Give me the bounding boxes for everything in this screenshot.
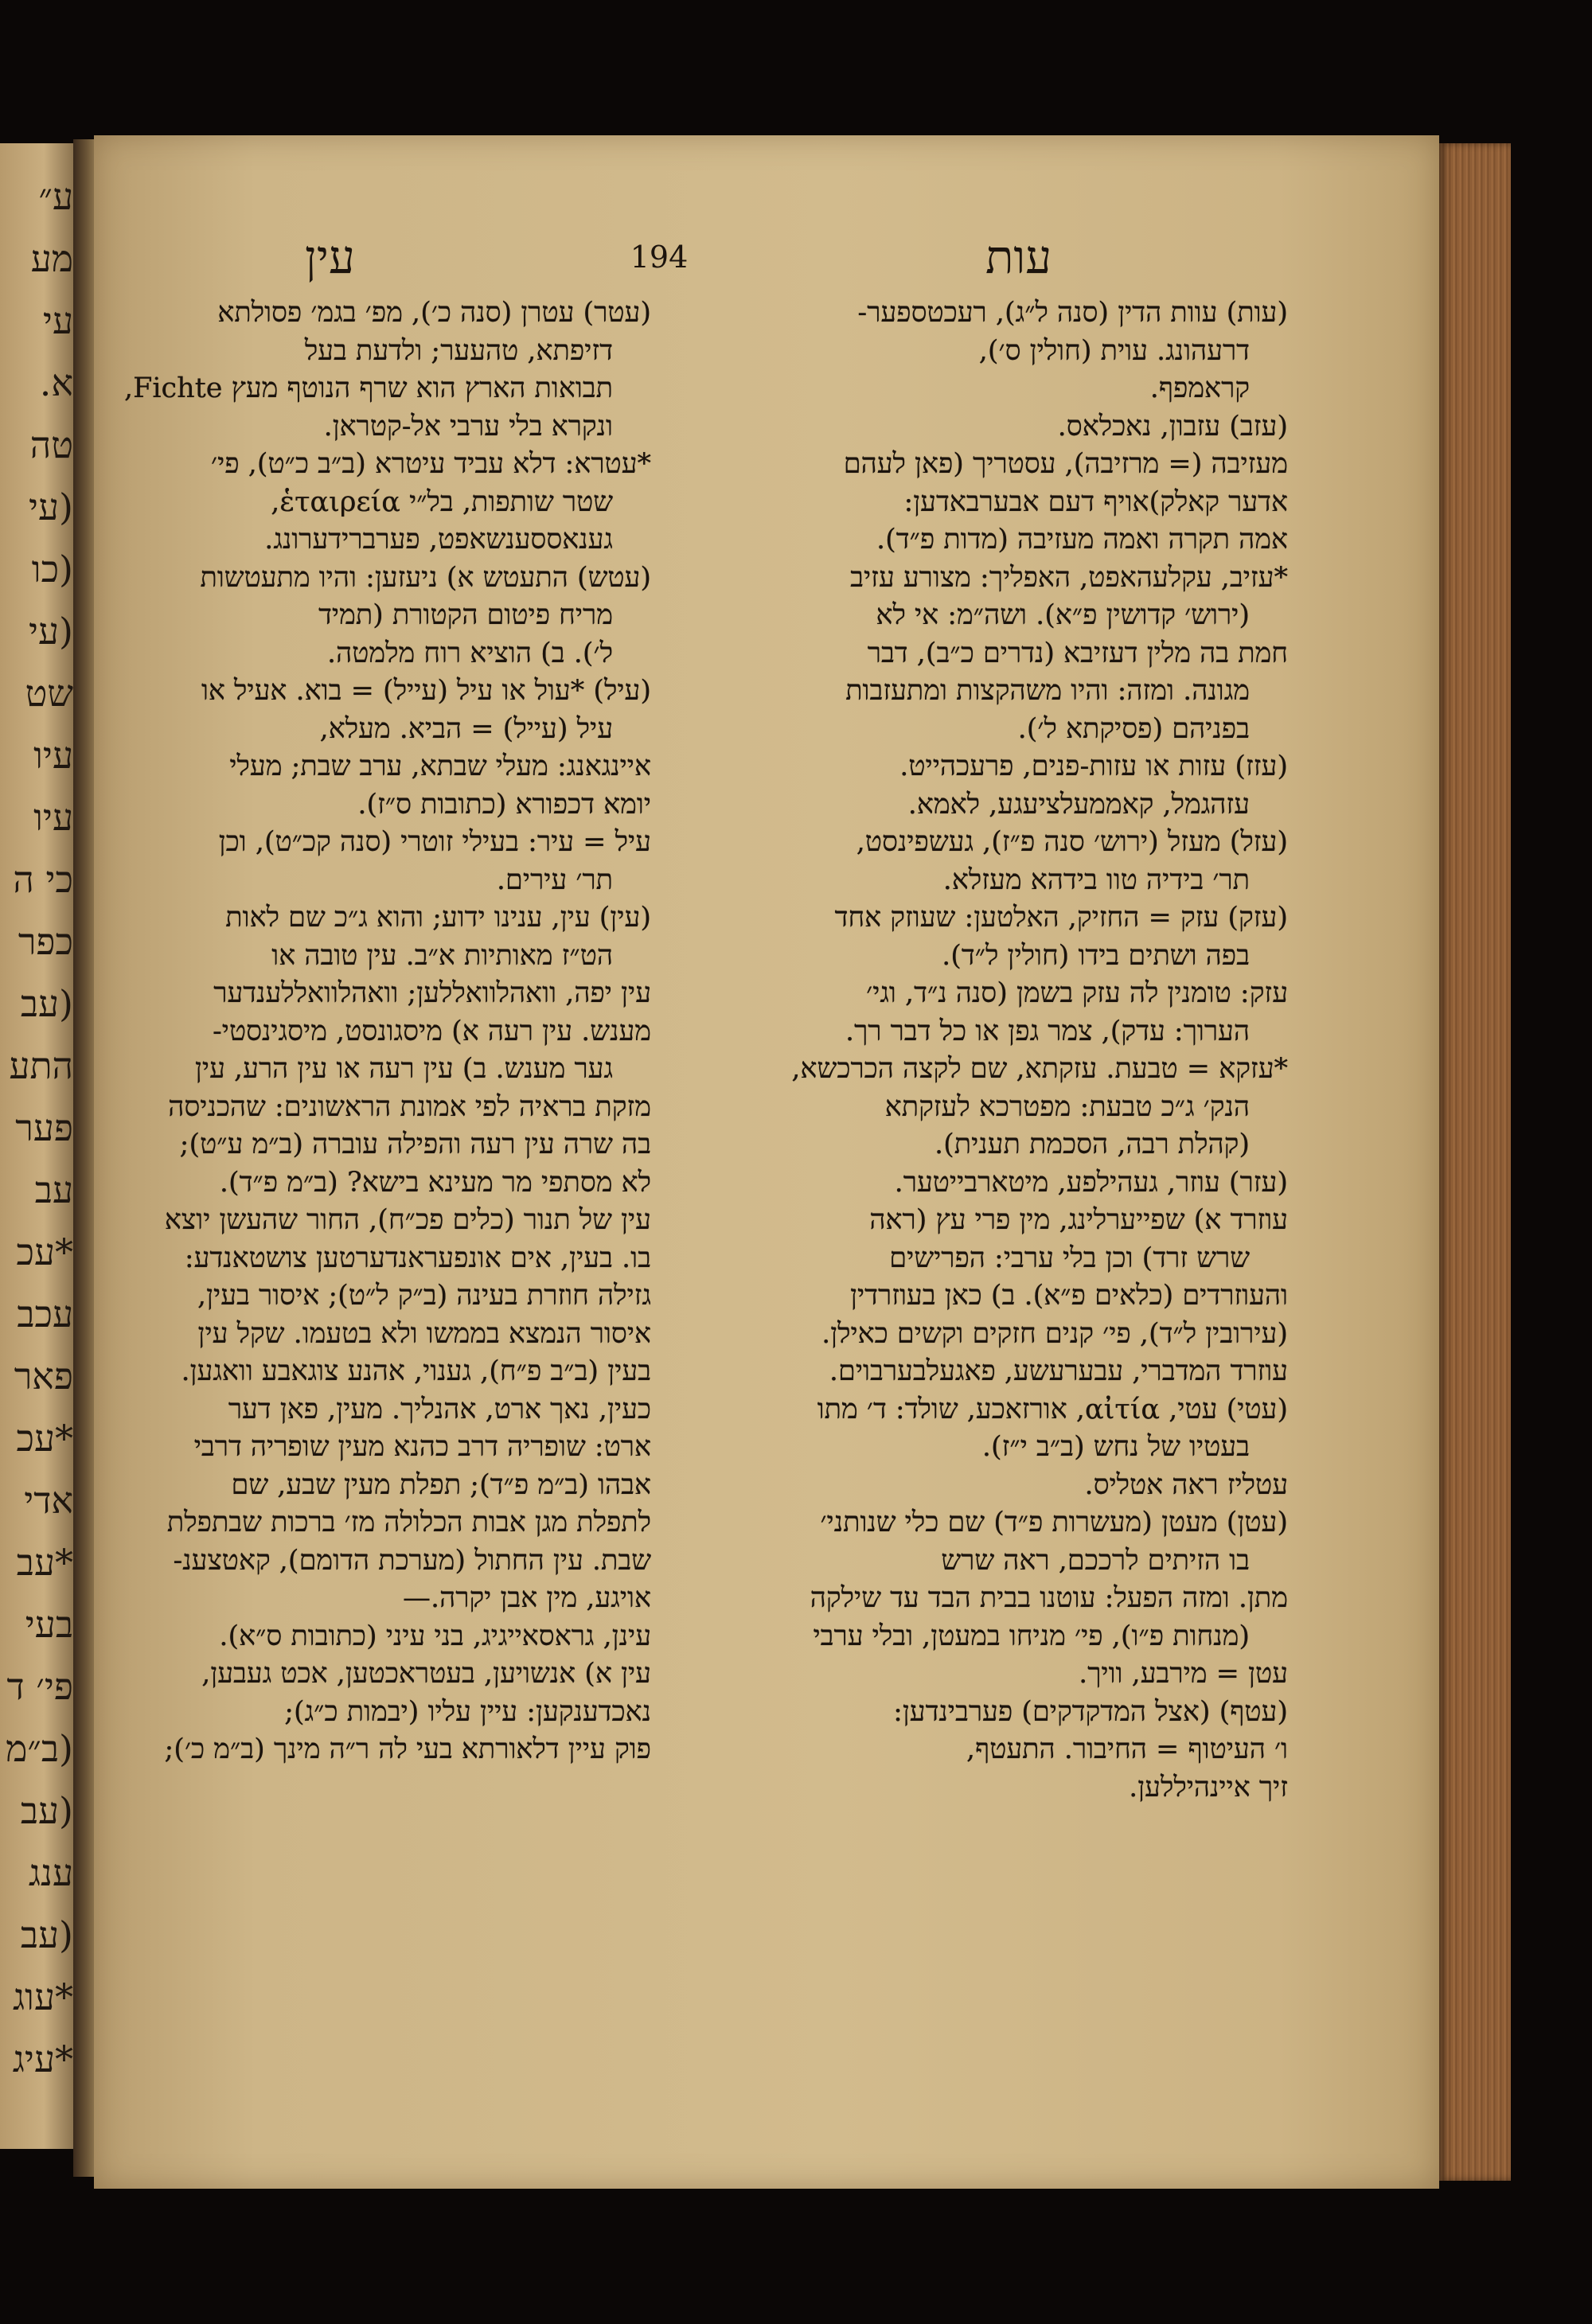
text-line: מריח פיטום הקטורת (תמיד [318, 599, 613, 631]
text-line: בה שרה עין רעה והפילה עוברה (ב״מ ע״ט); [179, 1129, 651, 1160]
text-line: תבואות הארץ הוא שרף הנוטף מעץ Fichte, [123, 372, 613, 404]
previous-page-fragment: (עב [20, 1913, 73, 1956]
text-line: מגונה. ומזה: והיו משהקצות ומתעזבות [845, 675, 1250, 707]
text-line: אויגע, מין אבן יקרה.— [403, 1582, 651, 1614]
text-line: פוק עיין דלאורתא בעי לה ר״ה מינך (ב״מ כ׳); [164, 1733, 651, 1765]
text-line: (עות) עוות הדין (סנה ל״ג), רעכטספער- [857, 297, 1288, 329]
text-line: איסור הנמצא בממשו ולא בטעמו. שקל עין [197, 1317, 651, 1350]
previous-page-fragment: עי [42, 299, 73, 342]
previous-page-fragment: שט [25, 672, 73, 715]
text-line: תר׳ עירים. [496, 864, 613, 896]
text-line: (מנחות פ״ו), פי׳ מניחו במעטן, ובלי ערבי [813, 1620, 1250, 1652]
text-line: עוזרד המדברי, עבערעשע, פאגעלבערבוים. [829, 1355, 1288, 1387]
text-line: גענאססענשאפט, פערברידערונג. [264, 524, 613, 556]
previous-page-fragment: (עב [20, 1789, 73, 1832]
text-line: עוזרד א) שפייערלינג, מין פרי עץ (ראה [869, 1204, 1288, 1236]
text-line: זיך איינהיללען. [1129, 1771, 1288, 1803]
text-line: *עזקא = טבעת. עזקתא, שם לקצה הכרכשא, [791, 1053, 1288, 1085]
previous-page-fragment: *עב [16, 1541, 73, 1584]
text-line: גער מענש. ב) עין רעה או עין הרע, עין [195, 1053, 613, 1085]
text-line: איינגאנג: מעלי שבתא, ערב שבת; מעלי [229, 751, 651, 782]
previous-page-fragment: (ב״מ [6, 1727, 73, 1770]
text-line: (ירוש׳ קדושין פ״א). ושה״מ: אי לא [876, 599, 1250, 631]
text-column-left [118, 294, 651, 1769]
previous-page-fragment: בעי [25, 1603, 73, 1646]
previous-page-fragment: פער [15, 1106, 73, 1149]
previous-page-fragment: (עי [28, 485, 73, 528]
previous-page-fragment: עיו [33, 796, 73, 839]
text-line: לתפלת מגן אבות הכלולה מז׳ ברכות שבתפלת [166, 1507, 651, 1538]
previous-page-fragment: ע״ [38, 175, 73, 218]
text-line: (עטר) עטרן (סנה כ׳), מפ׳ בגמ׳ פסולתא [217, 297, 651, 329]
book-gutter [73, 139, 96, 2177]
previous-page-fragment: (עי [28, 610, 73, 653]
text-line: שרש זרד) וכן בלי ערבי: הפרישים [889, 1242, 1250, 1274]
text-line: *עזיב, עקלעהאפט, האפליך: מצורע עזיב [850, 561, 1288, 594]
text-line: (עזז) עזות או עזות-פנים, פרעכהייט. [899, 751, 1288, 782]
text-line: עזק: טומנין לה עזק בשמן (סנה נ״ד, וגי׳ [866, 977, 1288, 1009]
text-line: עיל (עייל) = הביא. מעלא, [319, 712, 613, 745]
text-line: והעוזרדים (כלאים פ״א). ב) כאן בעוזרדין [850, 1280, 1288, 1312]
running-head-right: עות [985, 230, 1052, 284]
text-line: מזקת בראיה לפי אמונת הראשונים: שהכניסה [168, 1090, 651, 1123]
previous-page-fragment: התע [9, 1044, 73, 1087]
text-line: הערוך: עדק), צמר גפן או כל דבר רך. [845, 1015, 1250, 1047]
text-line: מעזיבה (= מרזיבה), עסטריך (פאן לעהם [843, 448, 1288, 480]
text-line: עין של תנור (כלים פכ״ח), החור שהעשן יוצא [164, 1204, 651, 1236]
text-line: (עירובין ל״ד), פי׳ קנים חזקים וקשים כאילן. [821, 1317, 1288, 1350]
running-head-left: עין [305, 230, 355, 284]
text-line: (עזב) עזבון, נאכלאס. [1057, 410, 1288, 443]
text-line: בו. בעין, אים אונפעראנדערטען צושטאנדע: [184, 1242, 651, 1274]
text-line: עזהגמל, קאממעלציעגע, לאמא. [907, 788, 1250, 821]
text-line: עיל = עיר: בעילי זוטרי (סנה קכ״ט), וכן [218, 826, 651, 858]
text-line: בפה ושתים בידו (חולין ל״ד). [942, 939, 1250, 972]
text-line: חמת בה מלין דעזיבא (נדרים כ״ב), דבר [867, 637, 1288, 669]
previous-page-fragment: *עיג [12, 2037, 73, 2080]
text-line: (עטש) התעטש א) ניעזען: והיו מתעטשות [200, 561, 651, 594]
text-line: עין א) אנשויען, בעטראכטען, אכט געבען, [201, 1658, 651, 1690]
text-line: בו הזיתים לרככם, ראה שרש [941, 1544, 1250, 1577]
previous-page-fragment: מע [30, 237, 73, 280]
text-line: (עין) עין, ענינו ידוע; והוא ג״כ שם לאות [225, 902, 651, 934]
text-line: דזיפתא, טהעער; ולדעת בעל [304, 334, 613, 367]
previous-page-fragment: פאר [14, 1355, 73, 1398]
previous-page-fragment: *עכ [16, 1230, 73, 1273]
previous-page-fragment: עיו [33, 734, 73, 777]
text-line: שבת. עין החתול (מערכת הדומם), קאטצענ- [173, 1544, 651, 1577]
text-line: (עטן) מעטן (מעשרות פ״ד) שם כלי שנותני׳ [820, 1507, 1288, 1538]
previous-page-fragment: *עוג [13, 1975, 73, 2018]
previous-page-fragment: א. [39, 361, 73, 404]
previous-page-fragment: (כו [31, 548, 73, 591]
text-column-right [755, 294, 1288, 1807]
text-line: (עיל) *עול או עיל (עייל) = בוא. אעיל או [201, 675, 651, 707]
previous-page-fragment: כפר [18, 920, 73, 963]
page-number: 194 [630, 240, 689, 275]
previous-page-fragment: עכב [17, 1293, 73, 1336]
text-line: ארט: שופריה דרב כהנא מעין שופריה דרבי [193, 1431, 651, 1463]
text-line: אבהו (ב״מ פ״ד); תפלת מעין שבע, שם [231, 1468, 651, 1501]
text-line: ו׳ העיטוף = החיבור. התעטף, [966, 1733, 1288, 1765]
previous-page-fragment: (עב [20, 982, 73, 1025]
text-line: יומא דכפורא (כתובות ס״ז). [357, 788, 651, 821]
text-line: כעין, נאך ארט, אהנליך. מעין, פאן דער [228, 1393, 651, 1425]
text-line: בעטיו של נחש (ב״ב י״ז). [981, 1431, 1250, 1463]
text-line: גזילה חוזרת בעינה (ב״ק ל״ט); איסור בעין, [197, 1280, 651, 1312]
previous-page-fragment: כי ה [13, 858, 73, 901]
text-line: (עזק) עזק = החזיק, האלטען: שעוזק אחד [834, 902, 1288, 934]
text-line: ל׳). ב) הוציא רוח מלמטה. [327, 637, 613, 669]
text-line: לא מסתפי מר מעינא בישא? (ב״מ פ״ד). [219, 1166, 651, 1199]
text-line: שטר שותפות, בל״י ἑταιρεία, [271, 485, 613, 518]
text-line: דרעהונג. עוית (חולין ס׳), [978, 334, 1250, 367]
text-line: אמה תקרה ואמה מעזיבה (מדות פ״ד). [876, 524, 1288, 556]
text-line: הנק׳ ג״כ טבעת: מפטרכא לעזקתא [884, 1090, 1250, 1123]
page-stack-edge [1439, 143, 1511, 2181]
text-line: מענש. עין רעה א) מיסגונסט, מיסגינסטי- [212, 1015, 651, 1047]
text-line: קראמפף. [1149, 372, 1250, 404]
text-line: (עזל) מעזל (ירוש׳ סנה פ״ז), געשפינסט, [856, 826, 1288, 858]
previous-page-fragment: *עכ [16, 1417, 73, 1460]
text-line: נאכדענקען: עיין עליו (יבמות כ״ג); [284, 1695, 651, 1728]
text-line: ונקרא בלי ערבי אל-קטראן. [323, 410, 613, 443]
previous-page-fragment: טה [29, 423, 73, 466]
text-line: בפניהם (פסיקתא ל׳). [1017, 712, 1250, 745]
text-line: אדער קאלק)אויף דעם אבערבאדען: [903, 485, 1288, 518]
text-line: (עזר) עוזר, געהילפע, מיטארבייטער. [894, 1166, 1288, 1199]
text-line: תר׳ בידיה טוו בידהא מעזלא. [942, 864, 1250, 896]
text-line: עטליז ראה אטליס. [1084, 1468, 1288, 1501]
text-line: (קהלת רבה, הסכמת תענית). [934, 1129, 1250, 1160]
text-line: מתן. ומזה הפעל: עוטנו בבית הבד עד שילקה [810, 1582, 1288, 1614]
book-page [94, 135, 1439, 2189]
text-line: *עטרא: דלא עביד עיטרא (ב״ב כ״ט), פי׳ [210, 448, 651, 480]
text-line: עטן = מירבע, וויך. [1079, 1658, 1288, 1690]
text-line: עינן, גראסאייגיג, בני עיני (כתובות ס״א). [219, 1620, 651, 1652]
previous-page-fragment: עב [34, 1168, 73, 1211]
previous-page-fragment: פי׳ ד [6, 1665, 73, 1708]
previous-page-fragment: אדי [24, 1479, 73, 1522]
text-line: עין יפה, וואהלוואללען; וואהלוואללענדער [213, 977, 651, 1009]
text-line: הט״ז מאותיות א״ב. עין טובה או [271, 939, 613, 972]
previous-page-fragment: ענג [28, 1851, 73, 1894]
text-line: בעין (ב״ב פ״ח), גענוי, אהנע צוגאבע וואגען. [181, 1355, 651, 1387]
text-line: (עטף) (אצל המדקדקים) פערבינדען: [893, 1695, 1288, 1728]
text-line: (עטי) עטי, αἰτία, אורזאכע, שולד: ד׳ מתו [817, 1393, 1288, 1425]
previous-page-edge [0, 143, 73, 2149]
